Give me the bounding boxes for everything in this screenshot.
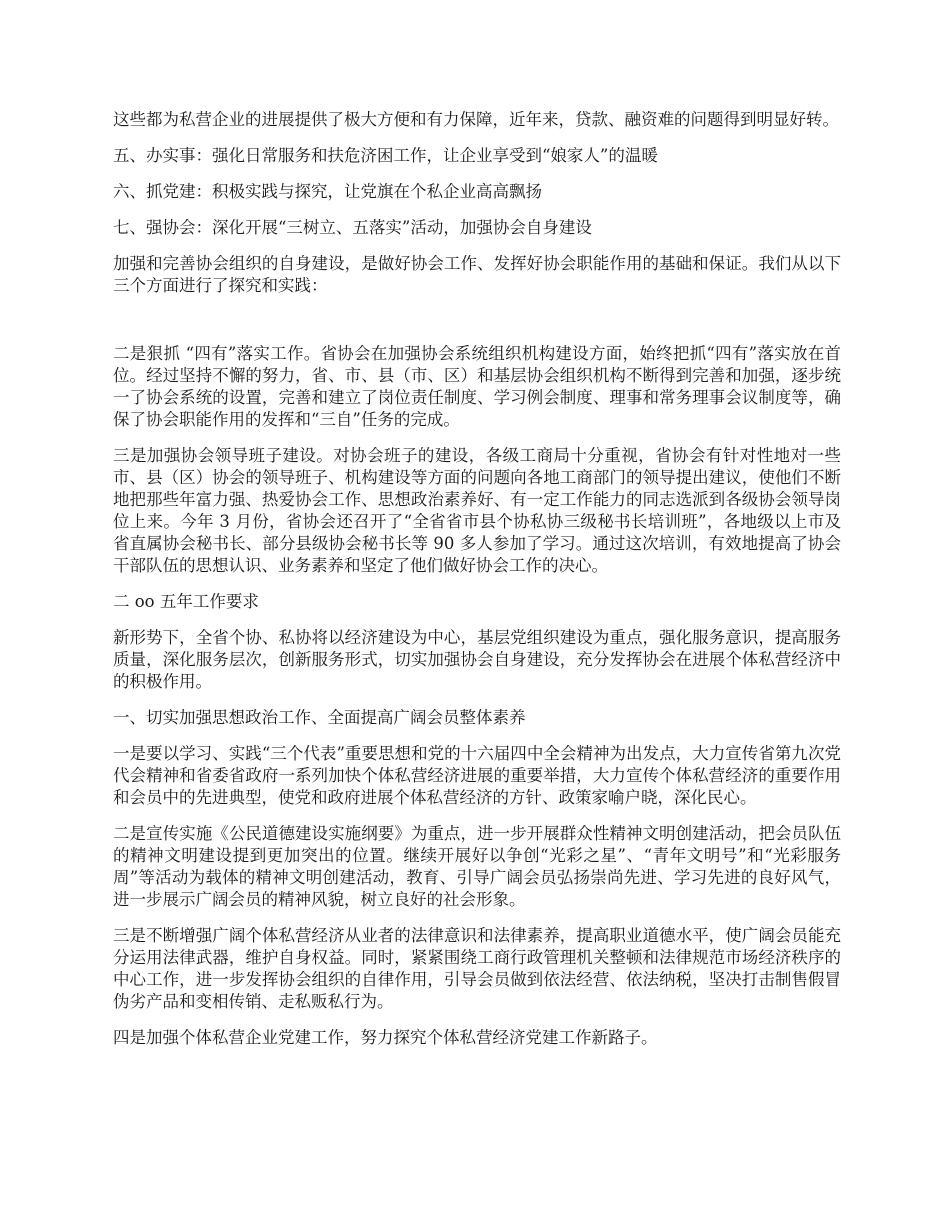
section-heading: 二 oo 五年工作要求 (113, 592, 259, 611)
paragraph: 四是加强个体私营企业党建工作，努力探究个体私营经济党建工作新路子。 (113, 1028, 658, 1047)
section-heading: 一、切实加强思想政治工作、全面提高广阔会员整体素养 (113, 708, 526, 727)
section-heading: 六、抓党建：积极实践与探究，让党旗在个私企业高高飘扬 (113, 182, 542, 201)
paragraph: 三是加强协会领导班子建设。对协会班子的建设，各级工商局十分重视，省协会有针对性地对一些市、县（区）协会的领导班子、机构建设等方面的问题向各地工商部门的领导提出建议，使他们不断地把那些年富力强、热爱协会工作、思想政治素养好、有一定工作能力的同志选派到各级协会领导岗位上来。今年 3 月份，省协会还召开了“全省省市县个协私协三级秘书长培训班”，各地级以上市及省直属协会秘书长、部分县级协会秘书长等 90 多人参加了学习。通过这次培训，有效地提高了协会干部队伍的思想认识、业务素养和坚定了他们做好协会工作的决心。 (113, 446, 841, 575)
document-body (113, 109, 841, 1063)
paragraph: 三是不断增强广阔个体私营经济从业者的法律意识和法律素养，提高职业道德水平，使广阔会员能充分运用法律武器，维护自身权益。同时，紧紧围绕工商行政管理机关整顿和法律规范市场经济秩序的中心工作，进一步发挥协会组织的自律作用，引导会员做到依法经营、依法纳税，坚决打击制售假冒伪劣产品和变相传销、走私贩私行为。 (113, 926, 841, 1011)
paragraph: 这些都为私营企业的进展提供了极大方便和有力保障，近年来，贷款、融资难的问题得到明显好转。 (113, 110, 839, 129)
paragraph: 加强和完善协会组织的自身建设，是做好协会工作、发挥好协会职能作用的基础和保证。我们从以下三个方面进行了探究和实践： (113, 254, 841, 295)
section-heading: 五、办实事：强化日常服务和扶危济困工作，让企业享受到“娘家人”的温暖 (113, 146, 658, 165)
blank-gap (113, 311, 841, 343)
paragraph: 一是要以学习、实践“三个代表”重要思想和党的十六届四中全会精神为出发点，大力宣传省第九次党代会精神和省委省政府一系列加快个体私营经济进展的重要举措，大力宣传个体私营经济的重要作用和会员中的先进典型，使党和政府进展个体私营经济的方针、政策家喻户晓，深化民心。 (113, 744, 841, 807)
paragraph: 新形势下，全省个协、私协将以经济建设为中心，基层党组织建设为重点，强化服务意识，提高服务质量，深化服务层次，创新服务形式，切实加强协会自身建设，充分发挥协会在进展个体私营经济中的积极作用。 (113, 628, 841, 691)
paragraph: 二是宣传实施《公民道德建设实施纲要》为重点，进一步开展群众性精神文明创建活动，把会员队伍的精神文明建设提到更加突出的位置。继续开展好以争创“光彩之星”、“青年文明号”和“光彩服务周”等活动为载体的精神文明创建活动，教育、引导广阔会员弘扬崇尚先进、学习先进的良好风气，进一步展示广阔会员的精神风貌，树立良好的社会形象。 (113, 824, 841, 909)
section-heading: 七、强协会：深化开展“三树立、五落实”活动，加强协会自身建设 (113, 218, 592, 237)
paragraph: 二是狠抓 “四有”落实工作。省协会在加强协会系统组织机构建设方面，始终把抓“四有”落实放在首位。经过坚持不懈的努力，省、市、县（市、区）和基层协会组织机构不断得到完善和加强，逐步统一了协会系统的设置，完善和建立了岗位责任制度、学习例会制度、理事和常务理事会议制度等，确保了协会职能作用的发挥和“三自”任务的完成。 (113, 344, 841, 429)
